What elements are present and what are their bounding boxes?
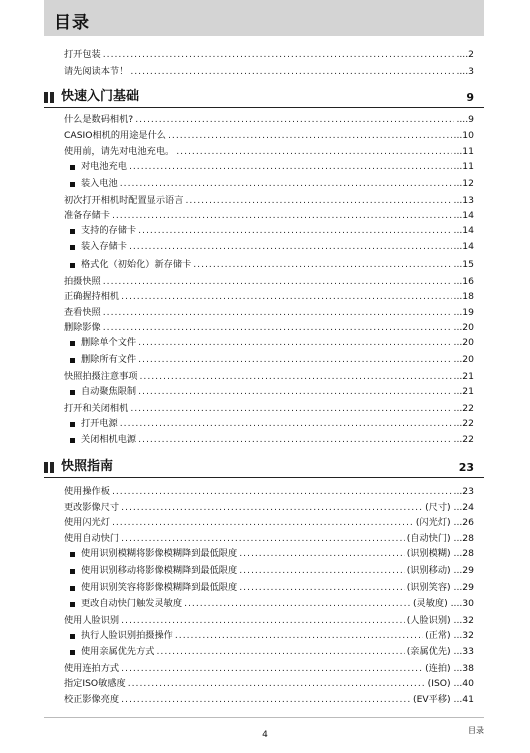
toc-entry-page: (EV平移) ...41: [412, 694, 474, 705]
toc-subentry[interactable]: [70, 177, 474, 191]
toc-entry-text: 拍摄快照: [64, 276, 101, 287]
toc-entry-page: (灵敏度) ....30: [412, 598, 474, 609]
toc-entry-text: 使用识别笑容将影像模糊降到最低限度: [81, 582, 238, 593]
toc-entry-page: (尺寸) ...24: [425, 502, 474, 513]
toc-entry-text: 使用自动快门: [64, 533, 120, 544]
toc-entry-page: ...12: [453, 178, 474, 189]
toc-entry-text: 使用识别模糊将影像模糊降到最低限度: [81, 548, 238, 559]
toc-entry[interactable]: [64, 209, 474, 223]
section-title: 快照指南: [61, 459, 114, 474]
toc-entry[interactable]: [64, 194, 474, 208]
toc-entry[interactable]: [64, 48, 474, 62]
toc-entry-page: ...18: [453, 291, 474, 302]
toc-entry-text: 关闭相机电源: [81, 434, 137, 445]
dot-leader: [120, 417, 452, 431]
toc-entry[interactable]: [64, 321, 474, 335]
bullet-icon: [70, 182, 75, 187]
toc-entry-text: 打开和关闭相机: [64, 403, 129, 414]
dot-leader: [121, 662, 423, 676]
toc-entry-page: ...23: [453, 486, 474, 497]
bullet-icon: [70, 229, 75, 234]
toc-entry-text: 自动聚焦限制: [81, 386, 137, 397]
dot-leader: [175, 629, 423, 643]
toc-entry[interactable]: [64, 662, 474, 676]
dot-leader: [121, 290, 451, 304]
dot-leader: [176, 145, 451, 159]
toc-entry[interactable]: [64, 693, 474, 707]
toc-subentry[interactable]: [70, 224, 474, 238]
toc-entry-page: (连拍) ...38: [425, 663, 474, 674]
section-page: 23: [458, 461, 474, 474]
toc-entry-page: ...20: [453, 337, 474, 348]
toc-subentry[interactable]: [70, 353, 474, 367]
toc-entry[interactable]: [64, 275, 474, 289]
dot-leader: [112, 209, 452, 223]
toc-entry-text: 使用闪光灯: [64, 517, 110, 528]
toc-entry-text: 使用亲属优先方式: [81, 646, 155, 657]
bullet-icon: [70, 422, 75, 427]
bullet-icon: [70, 586, 75, 591]
dot-leader: [193, 258, 451, 272]
page-number: 4: [262, 730, 268, 740]
bullet-icon: [70, 358, 75, 363]
toc-entry-text: 使用前，请先对电池充电。: [64, 146, 175, 157]
toc-entry-text: 支持的存储卡: [81, 225, 137, 236]
bullet-icon: [70, 165, 75, 170]
toc-entry-page: ...21: [453, 386, 474, 397]
toc-entry-text: 打开包装: [64, 49, 101, 60]
toc-entry-page: (亲属优先) ...33: [406, 646, 474, 657]
toc-entry-text: 使用连拍方式: [64, 663, 120, 674]
bullet-icon: [70, 438, 75, 443]
dot-leader: [121, 693, 411, 707]
footer-divider: [44, 717, 484, 718]
page-title: 目录: [54, 13, 90, 33]
dot-leader: [138, 433, 451, 447]
dot-leader: [140, 370, 452, 384]
toc-entry-page: ...22: [453, 434, 474, 445]
toc-entry-text: 删除所有文件: [81, 354, 137, 365]
toc-entry-text: 初次打开相机时配置显示语言: [64, 195, 184, 206]
dot-leader: [138, 336, 451, 350]
section-heading[interactable]: [44, 459, 484, 478]
dot-leader: [138, 353, 451, 367]
bullet-icon: [70, 650, 75, 655]
toc-entry-page: ...19: [453, 307, 474, 318]
bullet-icon: [70, 569, 75, 574]
dot-leader: [184, 597, 411, 611]
toc-entry[interactable]: [64, 614, 474, 628]
toc-entry-text: CASIO相机的用途是什么: [64, 130, 166, 141]
toc-entry[interactable]: [64, 532, 474, 546]
toc-entry[interactable]: [64, 370, 474, 384]
toc-entry-text: 删除影像: [64, 322, 101, 333]
toc-entry-page: ....2: [456, 49, 474, 60]
toc-entry-page: ...13: [453, 195, 474, 206]
dot-leader: [185, 194, 451, 208]
toc-entry-text: 更改自动快门触发灵敏度: [81, 598, 183, 609]
bullet-icon: [70, 341, 75, 346]
dot-leader: [112, 485, 452, 499]
dot-leader: [130, 65, 454, 79]
toc-subentry[interactable]: [70, 433, 474, 447]
dot-leader: [128, 677, 426, 691]
dot-leader: [239, 547, 405, 561]
toc-entry-page: ...22: [453, 403, 474, 414]
dot-leader: [121, 614, 405, 628]
toc-entry-text: 准备存储卡: [64, 210, 110, 221]
toc-entry-text: 执行人脸识别拍摄操作: [81, 630, 173, 641]
toc-entry-text: 更改影像尺寸: [64, 502, 120, 513]
dot-leader: [103, 321, 452, 335]
toc-entry[interactable]: [64, 113, 474, 127]
toc-entry-page: ...20: [453, 354, 474, 365]
toc-entry-page: (自动快门) ...28: [406, 533, 474, 544]
toc-entry-page: (正常) ...32: [425, 630, 474, 641]
toc-subentry[interactable]: [70, 629, 474, 643]
toc-entry-page: (闪光灯) ...26: [415, 517, 474, 528]
footer-toc-link[interactable]: 目录: [468, 726, 484, 735]
dot-leader: [239, 581, 405, 595]
toc-entry-text: 格式化（初始化）新存储卡: [81, 259, 192, 270]
toc-entry-page: ...11: [453, 146, 474, 157]
toc-entry[interactable]: [64, 485, 474, 499]
dot-leader: [129, 160, 452, 174]
toc-subentry[interactable]: [70, 597, 474, 611]
toc-entry-text: 请先阅读本节！: [64, 66, 129, 77]
bullet-icon: [70, 634, 75, 639]
toc-entry-text: 指定ISO敏感度: [64, 678, 126, 689]
dot-leader: [103, 275, 452, 289]
toc-entry-page: ...14: [453, 241, 474, 252]
toc-entry-page: (人脸识别) ...32: [406, 615, 474, 626]
toc-subentry[interactable]: [70, 547, 474, 561]
dot-leader: [121, 532, 405, 546]
toc-entry[interactable]: [64, 290, 474, 304]
toc-entry-text: 正确握持相机: [64, 291, 120, 302]
toc-subentry[interactable]: [70, 240, 474, 254]
toc-entry[interactable]: [64, 65, 474, 79]
toc-subentry[interactable]: [70, 258, 474, 272]
dot-leader: [130, 402, 451, 416]
toc-entry[interactable]: [64, 129, 474, 143]
toc-entry-text: 什么是数码相机?: [64, 114, 134, 125]
toc-entry-page: ...22: [453, 418, 474, 429]
toc-entry-page: (识别模糊) ...28: [406, 548, 474, 559]
title-bar: [44, 0, 484, 36]
toc-entry-text: 校正影像亮度: [64, 694, 120, 705]
section-marker-icon: [44, 92, 54, 103]
toc-entry-page: (识别移动) ...29: [406, 565, 474, 576]
toc-entry-text: 对电池充电: [81, 161, 127, 172]
toc-subentry[interactable]: [70, 417, 474, 431]
toc-subentry[interactable]: [70, 385, 474, 399]
dot-leader: [129, 240, 452, 254]
dot-leader: [138, 385, 451, 399]
bullet-icon: [70, 245, 75, 250]
toc-entry-text: 查看快照: [64, 307, 101, 318]
toc-subentry[interactable]: [70, 645, 474, 659]
toc-subentry[interactable]: [70, 564, 474, 578]
toc-entry[interactable]: [64, 501, 474, 515]
toc-entry[interactable]: [64, 145, 474, 159]
toc-entry-page: ....9: [456, 114, 474, 125]
toc-entry-page: ...10: [453, 130, 474, 141]
toc-subentry[interactable]: [70, 581, 474, 595]
toc-subentry[interactable]: [70, 160, 474, 174]
section-heading[interactable]: [44, 89, 484, 108]
toc-entry-text: 删除单个文件: [81, 337, 137, 348]
toc-entry-page: ...16: [453, 276, 474, 287]
toc-entry-text: 使用人脸识别: [64, 615, 120, 626]
dot-leader: [120, 177, 452, 191]
toc-entry-page: ...21: [453, 371, 474, 382]
dot-leader: [135, 113, 454, 127]
dot-leader: [103, 48, 455, 62]
section-marker-icon: [44, 462, 54, 473]
dot-leader: [239, 564, 405, 578]
toc-entry-page: (ISO) ...40: [427, 678, 474, 689]
toc-entry-page: ...20: [453, 322, 474, 333]
section-page: 9: [466, 91, 474, 104]
toc-entry-text: 使用操作板: [64, 486, 110, 497]
toc-entry-text: 使用识别移动将影像模糊降到最低限度: [81, 565, 238, 576]
toc-entry[interactable]: [64, 306, 474, 320]
toc-entry-page: ...15: [453, 259, 474, 270]
toc-entry-page: ...14: [453, 210, 474, 221]
dot-leader: [103, 306, 452, 320]
dot-leader: [138, 224, 451, 238]
toc-entry-page: ...11: [453, 161, 474, 172]
toc-entry-text: 打开电源: [81, 418, 118, 429]
dot-leader: [168, 129, 452, 143]
toc-entry-text: 装入存储卡: [81, 241, 127, 252]
toc-entry-page: ....3: [456, 66, 474, 77]
dot-leader: [112, 516, 414, 530]
toc-entry-page: (识别笑容) ...29: [406, 582, 474, 593]
toc-entry[interactable]: [64, 516, 474, 530]
toc-entry[interactable]: [64, 402, 474, 416]
bullet-icon: [70, 390, 75, 395]
toc-entry[interactable]: [64, 677, 474, 691]
bullet-icon: [70, 602, 75, 607]
dot-leader: [157, 645, 405, 659]
toc-entry-text: 快照拍摄注意事项: [64, 371, 138, 382]
toc-subentry[interactable]: [70, 336, 474, 350]
bullet-icon: [70, 552, 75, 557]
section-title: 快速入门基础: [61, 89, 140, 104]
bullet-icon: [70, 263, 75, 268]
toc-entry-text: 装入电池: [81, 178, 118, 189]
toc-entry-page: ...14: [453, 225, 474, 236]
dot-leader: [121, 501, 423, 515]
